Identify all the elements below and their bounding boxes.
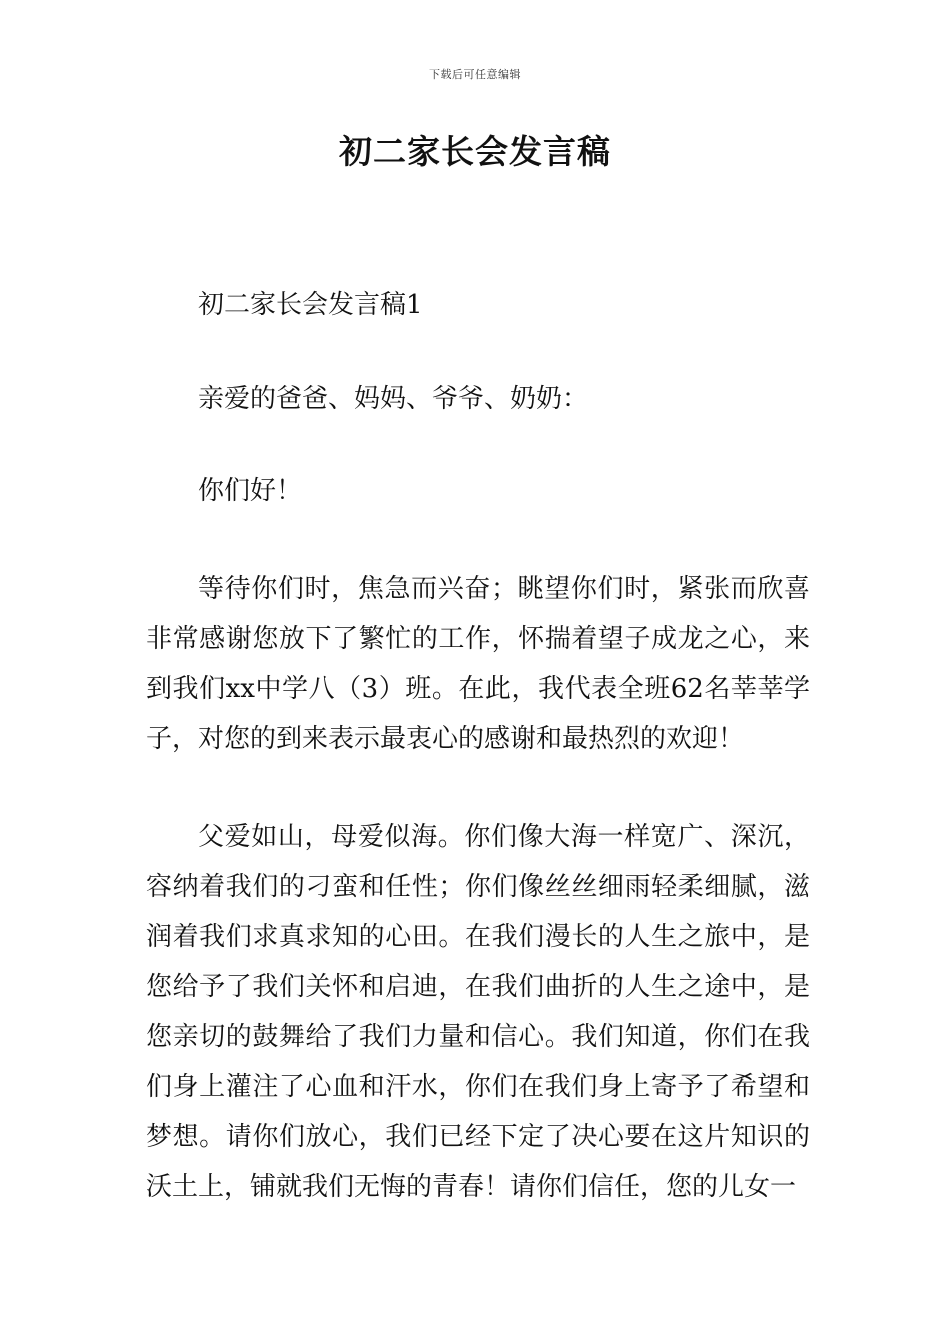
document-title: 初二家长会发言稿	[339, 132, 611, 171]
body-paragraph: 等待你们时，焦急而兴奋；眺望你们时，紧张而欣喜非常感谢您放下了繁忙的工作，怀揣着望子成龙之心，来到我们xx中学八（3）班。在此，我代表全班62名莘莘学子，对您的到来表示最衷心的感谢和最热烈的欢迎！	[146, 574, 810, 754]
greeting-line: 亲爱的爸爸、妈妈、爷爷、奶奶：	[198, 384, 589, 414]
body-paragraph: 父爱如山，母爱似海。你们像大海一样宽广、深沉，容纳着我们的刁蛮和任性；你们像丝丝细雨轻柔细腻，滋润着我们求真求知的心田。在我们漫长的人生之旅中，是您给予了我们关怀和启迪，在我们曲折的人生之途中，是您亲切的鼓舞给了我们力量和信心。我们知道，你们在我们身上灌注了心血和汗水，你们在我们身上寄予了希望和梦想。请你们放心，我们已经下定了决心要在这片知识的沃土上，铺就我们无悔的青春！请你们信任，您的儿女一	[146, 822, 810, 1202]
header-note: 下载后可任意编辑	[429, 68, 521, 81]
document-body	[146, 280, 810, 1212]
hello-line: 你们好！	[198, 476, 303, 506]
section-subtitle: 初二家长会发言稿1	[198, 290, 423, 320]
